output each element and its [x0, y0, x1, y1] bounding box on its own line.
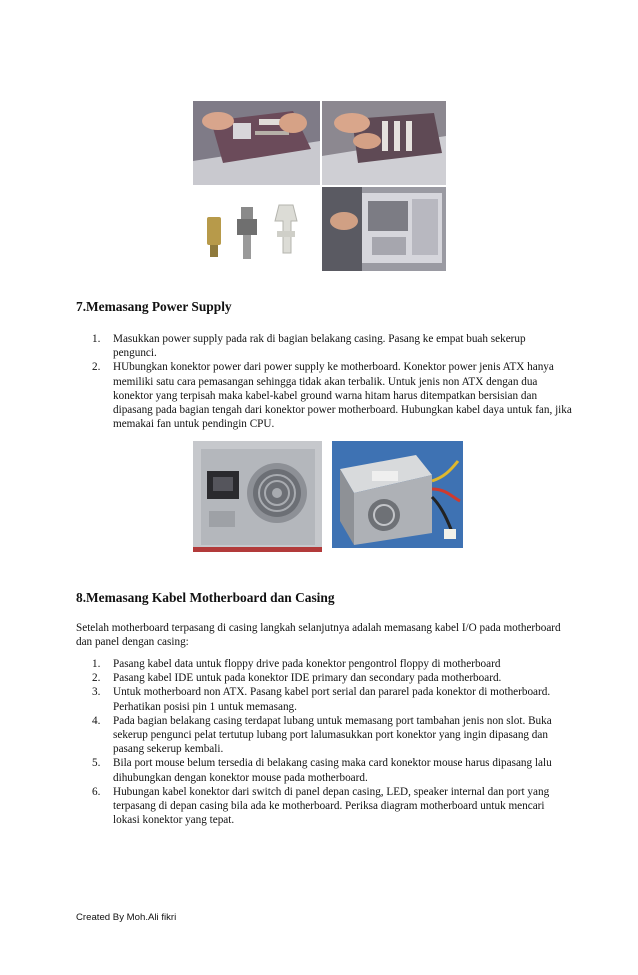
list-number: 4. [92, 714, 101, 727]
footer-credit: Created By Moh.Ali fikri [76, 912, 177, 923]
list-text: Untuk motherboard non ATX. Pasang kabel port serial dan pararel pada konektor di motherboard. Perhatikan posisi pin 1 untuk memasang. [113, 686, 551, 713]
list-item [76, 785, 572, 828]
list-text: Bila port mouse belum tersedia di belakang casing maka card konektor mouse harus dipasang lalu dihubungkan dengan konektor mouse pada motherboard. [113, 757, 552, 784]
casing-interior-photo [322, 187, 446, 271]
list-number: 5. [92, 757, 101, 770]
power-supply-unit-photo [332, 441, 463, 548]
list-text: Pada bagian belakang casing terdapat lubang untuk memasang port tambahan jenis non slot. Buka sekerup pengunci pelat tertutup lubang port lalumasukkan port konektor yang ingin dipasang dan pasang sekerup kembali. [113, 714, 552, 756]
list-text: HUbungkan konektor power dari power supply ke motherboard. Konektor power jenis ATX hanya memiliki satu cara pemasangan sehingga tidak akan terbalik. Untuk jenis non ATX dengan dua konektor yang terpisah maka kabel-kabel ground warna hitam harus ditempatkan bersisian dan dipasang pada bagian tengah dari konektor power motherboard. Hubungkan kabel daya untuk fan, jika memakai fan untuk pendingin CPU. [113, 361, 572, 431]
list-item [76, 657, 572, 671]
list-item [76, 714, 572, 757]
list-text: Masukkan power supply pada rak di bagian belakang casing. Pasang ke empat buah sekerup pengunci. [113, 333, 526, 360]
section-8-intro: Setelah motherboard terpasang di casing langkah selanjutnya adalah memasang kabel I/O pada motherboard dan panel dengan casing: [76, 622, 561, 649]
power-supply-back-photo [193, 441, 322, 552]
list-text: Pasang kabel data untuk floppy drive pada konektor pengontrol floppy di motherboard [113, 658, 501, 670]
section-7-steps [76, 332, 572, 431]
section-7-title: 7.Memasang Power Supply [76, 299, 232, 314]
list-item [76, 332, 572, 360]
list-text: Hubungan kabel konektor dari switch di panel depan casing, LED, speaker internal dan port yang terpasang di depan casing bila ada ke motherboard. Periksa diagram motherboard untuk mencari lokasi konektor yang tepat. [113, 785, 550, 827]
motherboard-install-photo-2 [322, 101, 446, 185]
list-number: 1. [92, 333, 101, 345]
list-number: 6. [92, 785, 101, 798]
list-number: 3. [92, 686, 101, 699]
standoff-screws-photo [193, 187, 320, 271]
list-number: 2. [92, 361, 101, 374]
list-item [76, 756, 572, 784]
motherboard-install-photo-1 [193, 101, 320, 185]
list-number: 1. [92, 658, 101, 670]
list-text: Pasang kabel IDE untuk pada konektor IDE primary dan secondary pada motherboard. [113, 672, 502, 685]
section-8-steps [76, 657, 572, 827]
list-item [76, 360, 572, 431]
list-item [76, 671, 572, 685]
list-number: 2. [92, 672, 101, 685]
section-8-title: 8.Memasang Kabel Motherboard dan Casing [76, 590, 335, 605]
list-item [76, 685, 572, 713]
